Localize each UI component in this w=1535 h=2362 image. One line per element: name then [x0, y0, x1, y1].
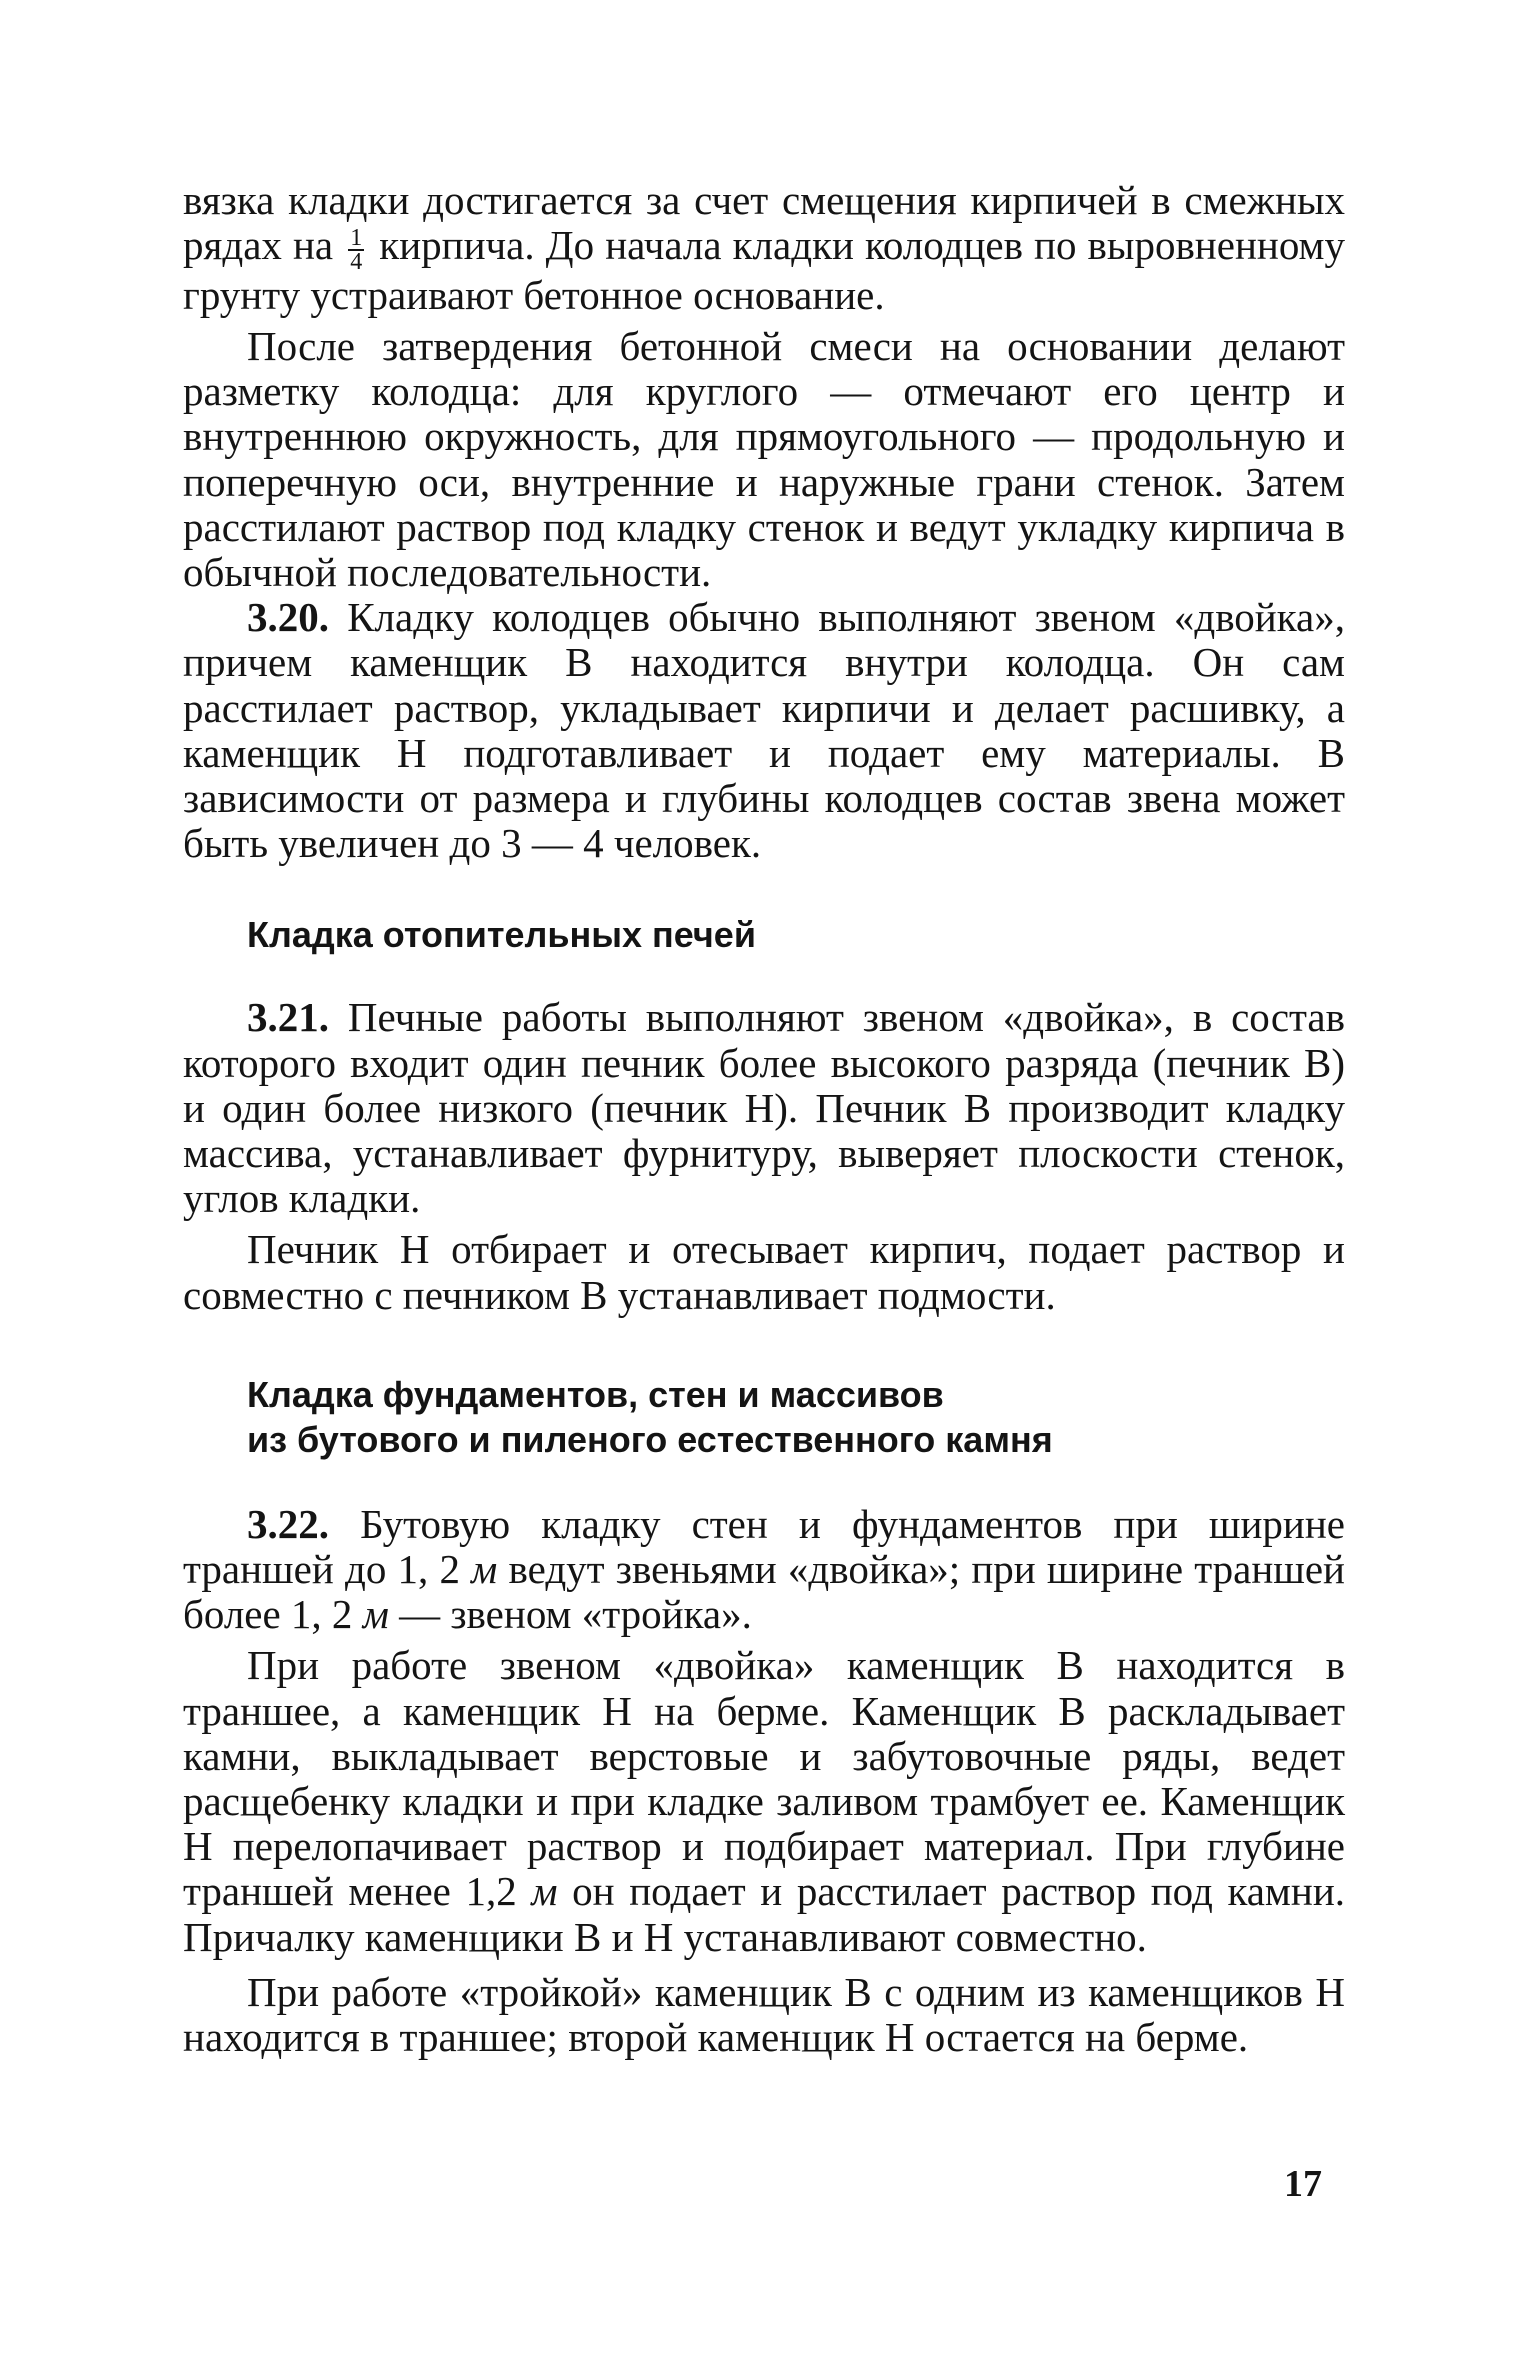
fraction-numerator: 1 [350, 224, 363, 251]
heading-stoves: Кладка отопительных печей [247, 914, 756, 956]
paragraph-3-22-text-2: ведут звеньями «двойка»; при ширине траншей более 1, 2 [183, 1546, 1345, 1638]
paragraph-dvoika-text-1: При работе звеном «двойка» каменщик В находится в траншее, а каменщик Н на берме. Каменщик В раскладывает камни, выкладывает верстовые и забутовочные ряды, ведет расщебенку кладки и при кладке заливом трамбует ее. Каменщик Н перелопачивает раствор и подбирает материал. При глубине траншей менее 1,2 [183, 1642, 1345, 1915]
unit-meter-3: м [531, 1868, 558, 1915]
fraction-one-quarter [348, 224, 364, 275]
paragraph-3-21 [183, 995, 1345, 1221]
unit-meter-1: м [471, 1546, 498, 1593]
paragraph-3-20-text: Кладку колодцев обычно выполняют звеном «двойка», причем каменщик В находится внутри колодца. Он сам расстилает раствор, укладывает кирпичи и делает расшивку, а каменщик Н подготавливает и подает ему материалы. В зависимости от размера и глубины колодцев состав звена может быть увеличен до 3 — 4 человек. [183, 594, 1345, 867]
paragraph-3-22 [183, 1502, 1345, 1638]
intro-text-b: кирпича. До начала кладки колодцев по выровненному грунту устраивают бетонное основание. [183, 222, 1345, 318]
paragraph-dvoika [183, 1643, 1345, 1959]
paragraph-3-21-text: Печные работы выполняют звеном «двойка», в состав которого входит один печник более высокого разряда (печник В) и один более низкого (печник Н). Печник В производит кладку массива, устанавливает фурнитуру, выверяет плоскости стенок, углов кладки. [183, 994, 1345, 1222]
fraction-denominator: 4 [350, 248, 363, 275]
paragraph-stove-helper: Печник Н отбирает и отесывает кирпич, подает раствор и совместно с печником В устанавливает подмости. [183, 1226, 1345, 1318]
section-number-3-20: 3.20. [247, 594, 329, 641]
paragraph-3-20 [183, 595, 1345, 866]
paragraph-3-22-text-1: Бутовую кладку стен и фундаментов при ширине траншей до 1, 2 [183, 1500, 1345, 1593]
section-number-3-22: 3.22. [247, 1500, 329, 1547]
paragraph-dvoika-text-2: он подает и расстилает раствор под камни. Причалку каменщики В и Н устанавливают совместно. [183, 1868, 1346, 1960]
unit-meter-2: м [362, 1591, 389, 1638]
heading-foundations-line-1: Кладка фундаментов, стен и массивов [247, 1373, 944, 1415]
page-number: 17 [1284, 2163, 1322, 2205]
intro-text-a: вязка кладки достигается за счет смещения кирпичей в смежных рядах на [183, 177, 1345, 269]
section-number-3-21: 3.21. [247, 994, 329, 1041]
page-body [183, 178, 1345, 2060]
paragraph-intro [183, 178, 1345, 318]
paragraph-3-22-text-3: — звеном «тройка». [399, 1591, 752, 1638]
heading-foundations-line-2: из бутового и пиленого естественного камня [247, 1418, 1053, 1460]
paragraph-marking: После затвердения бетонной смеси на основании делают разметку колодца: для круглого — отмечают его центр и внутреннюю окружность, для прямоугольного — продольную и поперечную оси, внутренние и наружные грани стенок. Затем расстилают раствор под кладку стенок и ведут укладку кирпича в обычной последовательности. [183, 323, 1345, 596]
heading-foundations [183, 1372, 1345, 1462]
paragraph-troika: При работе «тройкой» каменщик В с одним из каменщиков Н находится в траншее; второй каменщик Н остается на берме. [183, 1968, 1345, 2061]
